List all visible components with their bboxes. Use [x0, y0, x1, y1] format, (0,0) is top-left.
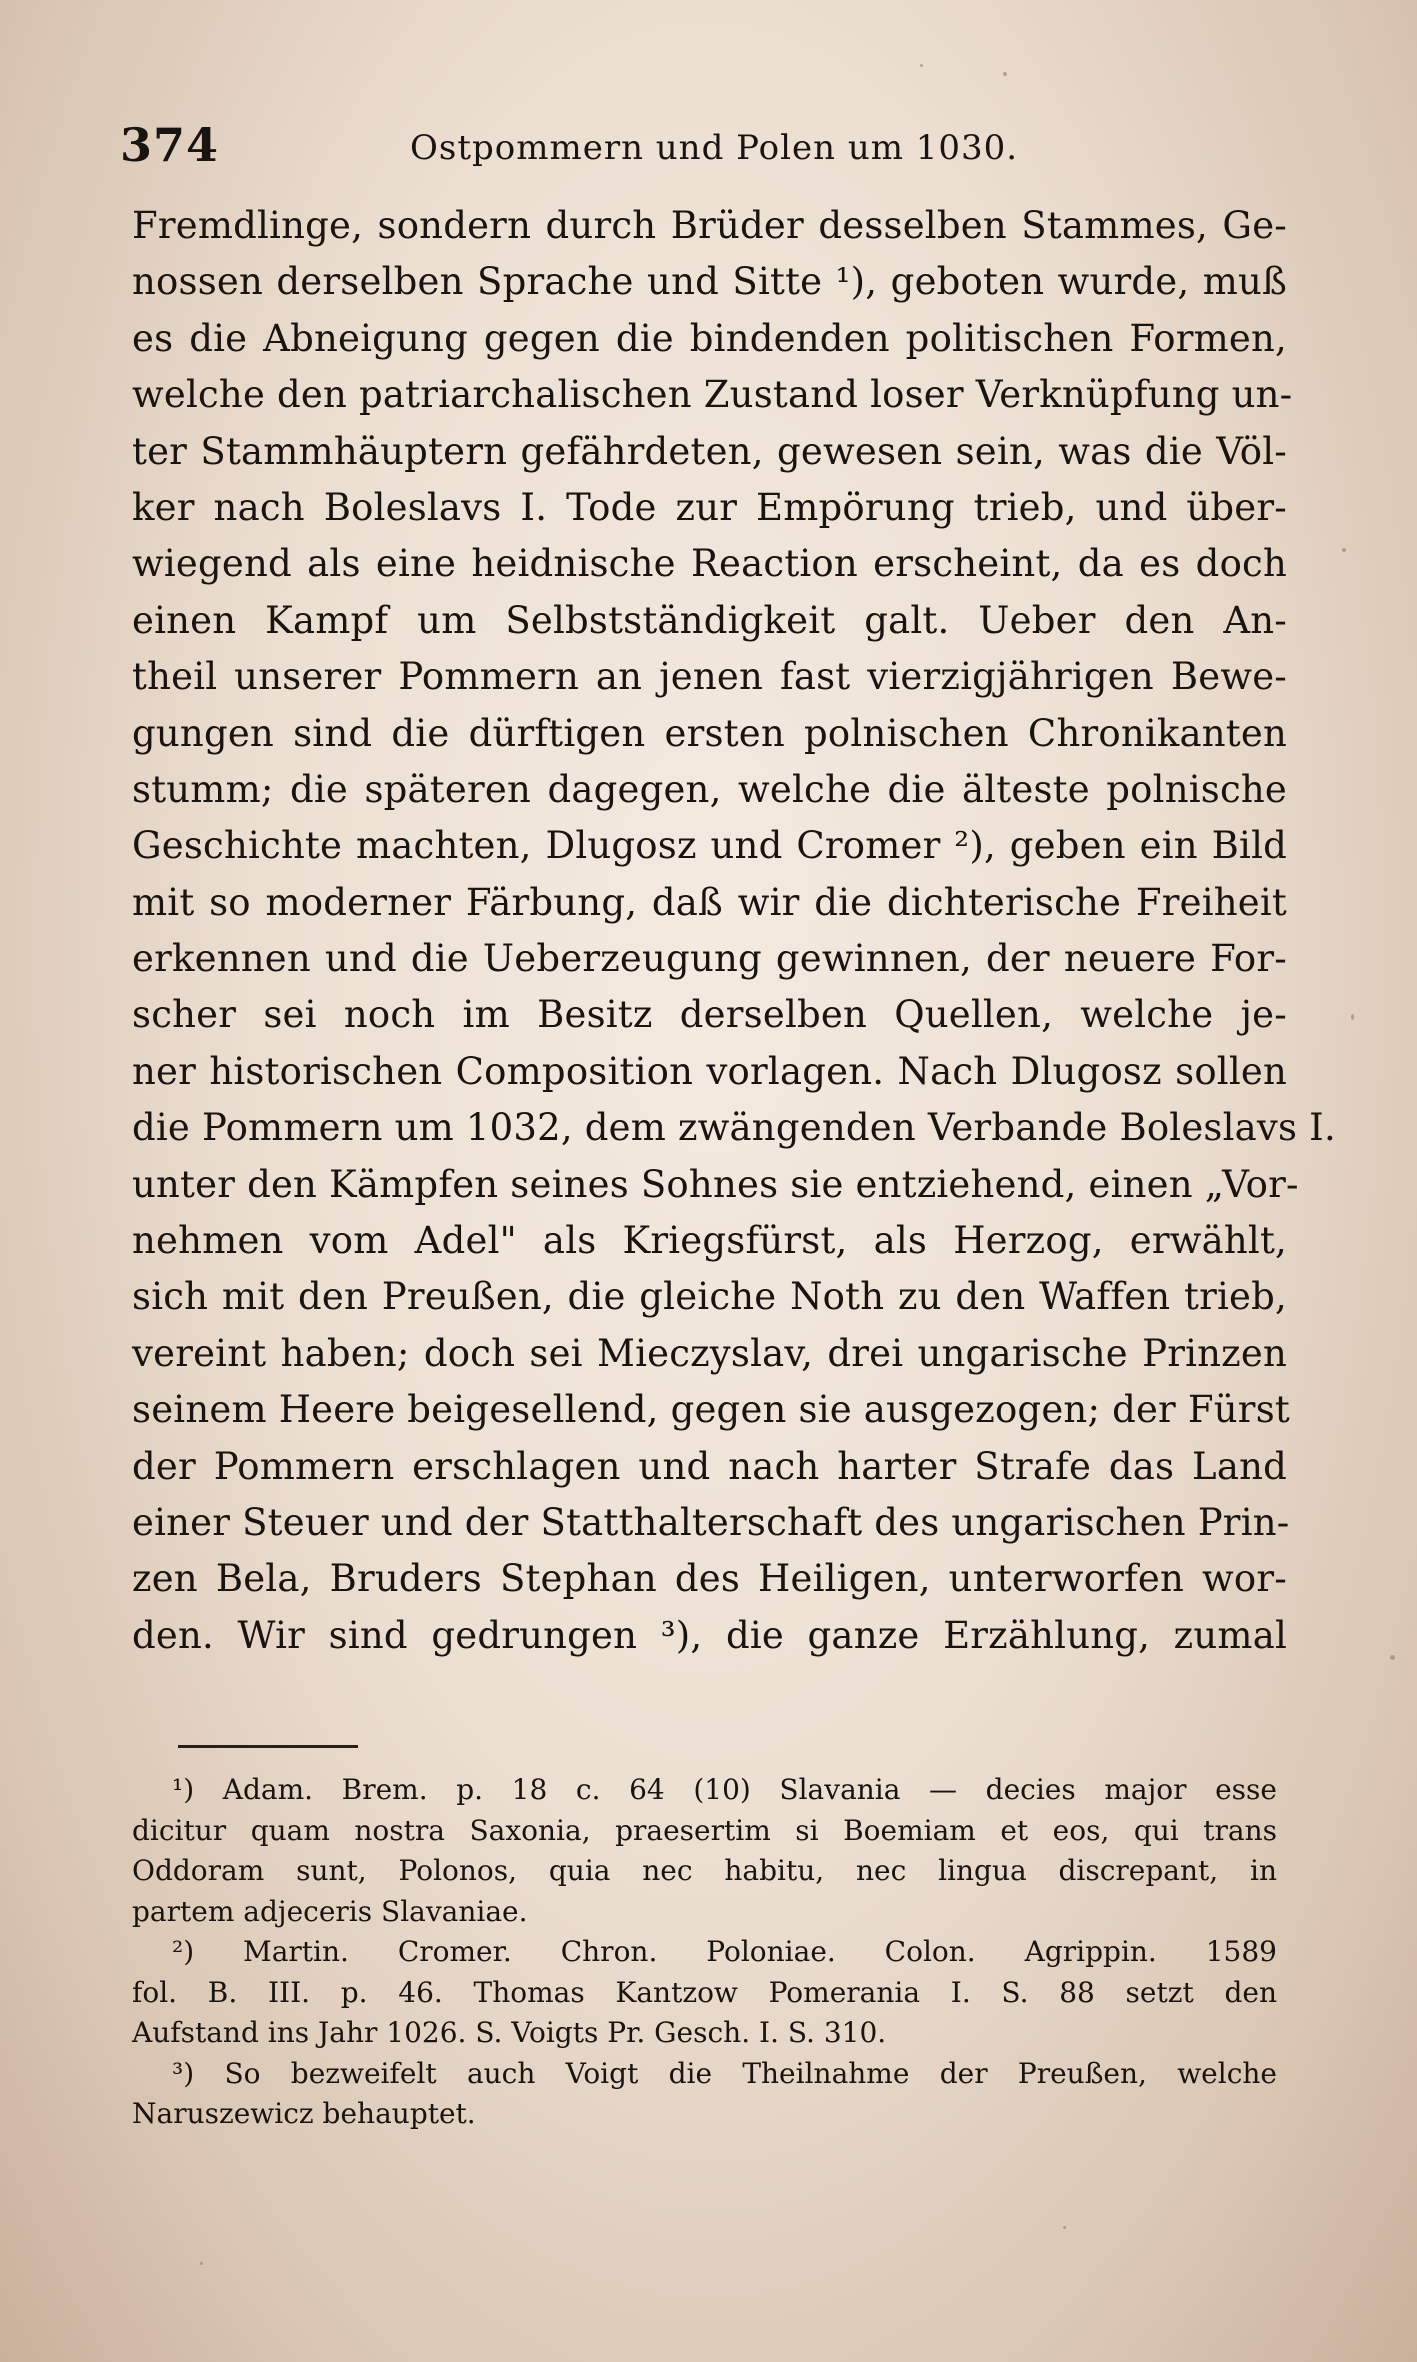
text-line: Fremdlinge, sondern durch Brüder desselben Stammes, Ge- — [132, 204, 1287, 247]
footnote-line: partem adjeceris Slavaniae. — [132, 1894, 528, 1928]
paper-speck — [200, 2262, 203, 2265]
footnote-line: dicitur quam nostra Saxonia, praesertim si Boemiam et eos, qui trans — [132, 1813, 1277, 1847]
page-header — [120, 118, 1280, 188]
paper-speck — [1390, 1655, 1395, 1660]
text-line: ner historischen Composition vorlagen. Nach Dlugosz sollen — [132, 1049, 1287, 1093]
text-line: einer Steuer und der Statthalterschaft des ungarischen Prin- — [132, 1500, 1290, 1544]
body-text — [132, 198, 1336, 1664]
page-number: 374 — [120, 118, 220, 172]
paper-speck — [920, 64, 923, 67]
text-line: welche den patriarchalischen Zustand loser Verknüpfung un- — [132, 373, 1293, 417]
text-line: die Pommern um 1032, dem zwängenden Verbande Boleslavs I. — [132, 1106, 1336, 1150]
footnote-line: Aufstand ins Jahr 1026. S. Voigts Pr. Gesch. I. S. 310. — [132, 2016, 887, 2049]
footnote-line: Naruszewicz behauptet. — [132, 2097, 476, 2130]
text-line: sich mit den Preußen, die gleiche Noth zu den Waffen trieb, — [132, 1275, 1287, 1319]
text-line: stumm; die späteren dagegen, welche die älteste polnische — [132, 767, 1287, 811]
footnote-2 — [132, 1932, 1277, 2054]
text-line: den. Wir sind gedrungen ³), die ganze Erzählung, zumal — [132, 1613, 1287, 1657]
paper-speck — [1351, 1014, 1354, 1020]
footnote-rule — [178, 1745, 358, 1748]
text-line: der Pommern erschlagen und nach harter Strafe das Land — [132, 1444, 1287, 1488]
footnote-line: fol. B. III. p. 46. Thomas Kantzow Pomerania I. S. 88 setzt den — [132, 1975, 1277, 2009]
running-head: Ostpommern und Polen um 1030. — [410, 128, 1019, 168]
footnotes — [132, 1770, 1277, 2135]
text-line: einen Kampf um Selbstständigkeit galt. Ueber den An- — [132, 598, 1287, 642]
text-line: unter den Kämpfen seines Sohnes sie entziehend, einen „Vor- — [132, 1162, 1299, 1206]
text-line: gungen sind die dürftigen ersten polnischen Chronikanten — [132, 711, 1287, 755]
footnote-line: Oddoram sunt, Polonos, quia nec habitu, nec lingua discrepant, in — [132, 1854, 1277, 1887]
text-line: vereint haben; doch sei Mieczyslav, drei ungarische Prinzen — [132, 1331, 1287, 1375]
text-line: seinem Heere beigesellend, gegen sie ausgezogen; der Fürst — [132, 1388, 1290, 1432]
text-line: nossen derselben Sprache und Sitte ¹), geboten wurde, muß — [132, 260, 1287, 304]
footnote-1 — [132, 1770, 1277, 1932]
footnote-line: ²) Martin. Cromer. Chron. Poloniae. Colon. Agrippin. 1589 — [172, 1935, 1277, 1968]
footnote-line: ¹) Adam. Brem. p. 18 c. 64 (10) Slavania — decies major esse — [172, 1773, 1277, 1806]
paper-speck — [1003, 72, 1007, 76]
paper-speck — [1063, 2226, 1066, 2229]
text-line: Geschichte machten, Dlugosz und Cromer ²), geben ein Bild — [132, 824, 1287, 868]
text-line: wiegend als eine heidnische Reaction erscheint, da es doch — [132, 542, 1287, 586]
text-line: erkennen und die Ueberzeugung gewinnen, der neuere For- — [132, 937, 1287, 981]
text-line: mit so moderner Färbung, daß wir die dichterische Freiheit — [132, 880, 1287, 924]
text-line: scher sei noch im Besitz derselben Quellen, welche je- — [132, 993, 1287, 1037]
paper-speck — [1342, 548, 1346, 552]
text-line: zen Bela, Bruders Stephan des Heiligen, unterworfen wor- — [132, 1557, 1287, 1601]
text-line: es die Abneigung gegen die bindenden politischen Formen, — [132, 316, 1287, 360]
footnote-3 — [132, 2054, 1277, 2135]
text-line: theil unserer Pommern an jenen fast vierzigjährigen Bewe- — [132, 655, 1287, 699]
text-line: ker nach Boleslavs I. Tode zur Empörung trieb, und über- — [132, 485, 1287, 529]
text-line: ter Stammhäuptern gefährdeten, gewesen sein, was die Völ- — [132, 429, 1287, 473]
footnote-line: ³) So bezweifelt auch Voigt die Theilnahme der Preußen, welche — [172, 2056, 1277, 2090]
text-line: nehmen vom Adel" als Kriegsfürst, als Herzog, erwählt, — [132, 1219, 1287, 1263]
